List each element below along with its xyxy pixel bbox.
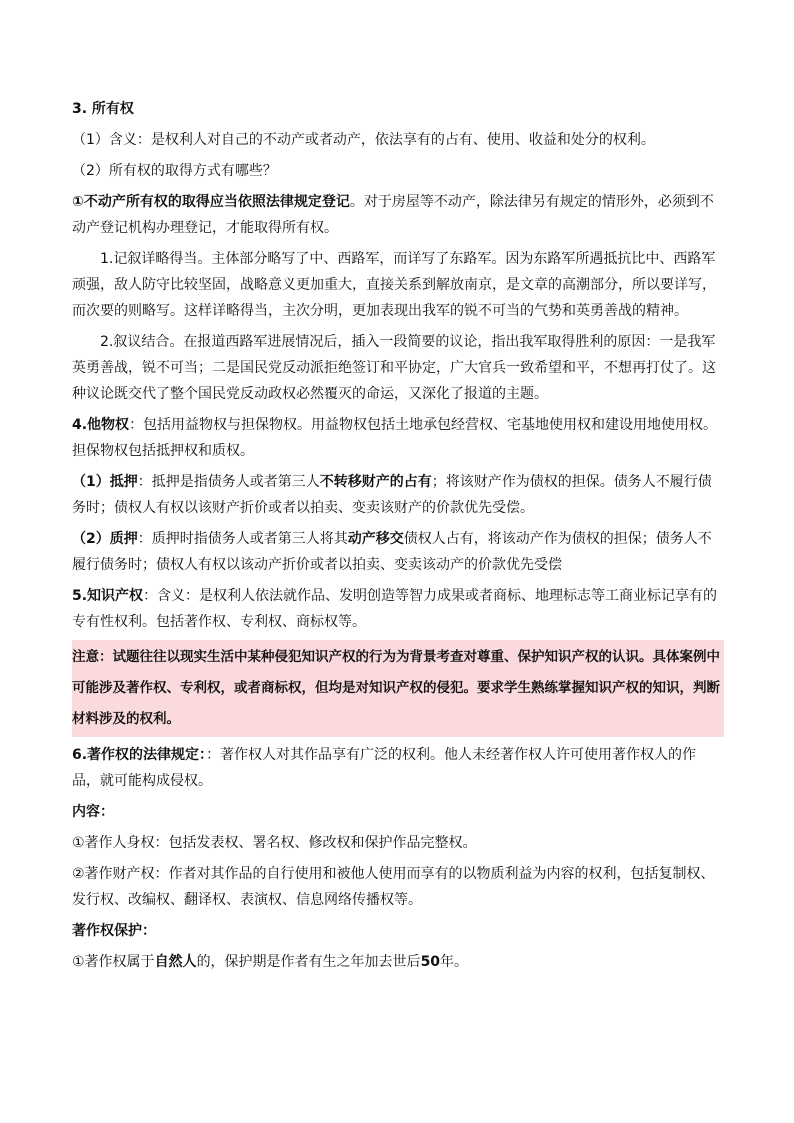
content-label: 内容： <box>72 804 114 820</box>
protection-text-a: ①著作权属于 <box>72 954 155 970</box>
mortgage-label: （1）抵押 <box>72 474 138 490</box>
ownership-item-1-bold: ①不动产所有权的取得应当依照法律规定登记 <box>72 194 350 210</box>
protection-bold-2: 50 <box>420 954 441 970</box>
document-body <box>72 96 724 980</box>
section-5-text: ：含义：是权利人依法就作品、发明创造等智力成果或者商标、地理标志等工商业标记享有的专有性权利。包括著作权、专利权、商标权等。 <box>72 588 718 630</box>
mortgage-paragraph <box>72 469 724 521</box>
mortgage-bold: 不转移财产的占有 <box>319 474 432 490</box>
mortgage-text-b: ；将该财产作为债权的担保。债务人不履行债务时；债权人有权以该财产折价或者以拍卖、变卖该财产的价款优先受偿。 <box>72 474 712 516</box>
protection-text-b: 的，保护期是作者有生之年加去世后 <box>196 954 421 970</box>
protection-bold-1: 自然人 <box>154 954 197 970</box>
pledge-text-b: 债权人占有，将该动产作为债权的担保；债务人不履行债务时；债权人有权以该动产折价或者以拍卖、变卖该动产的价款优先受偿 <box>72 531 712 573</box>
mortgage-text-a: ：抵押是指债务人或者第三人 <box>137 474 320 490</box>
section-6 <box>72 742 724 794</box>
section-4 <box>72 412 724 464</box>
section-6-text: ：著作权人对其作品享有广泛的权利。他人未经著作权人许可使用著作权人的作品，就可能构成侵权。 <box>72 747 697 789</box>
protection-text-c: 年。 <box>440 954 469 970</box>
protection-item-1 <box>72 949 724 975</box>
essay-paragraph-2: 2.叙议结合。在报道西路军进展情况后，插入一段简要的议论，指出我军取得胜利的原因：一是我军英勇善战，锐不可当；二是国民党反动派拒绝签订和平协定，广大官兵一致希望和平，不想再打仗了。这种议论既交代了整个国民党反动政权必然覆灭的命运，又深化了报道的主题。 <box>72 334 716 402</box>
section-4-text: ：包括用益物权与担保物权。用益物权包括土地承包经营权、宅基地使用权和建设用地使用权。担保物权包括抵押权和质权。 <box>72 417 718 459</box>
ownership-item-1-rest: 。对于房屋等不动产，除法律另有规定的情形外，必须到不动产登记机构办理登记，才能取得所有权。 <box>72 194 714 236</box>
section-4-title: 4.他物权 <box>72 417 130 433</box>
essay-paragraph-1: 1.记叙详略得当。主体部分略写了中、西路军，而详写了东路军。因为东路军所遇抵抗比中、西路军顽强，敌人防守比较坚固，战略意义更加重大，直接关系到解放南京，是文章的高潮部分，所以要详写，而次要的则略写。这样详略得当，主次分明，更加表现出我军的锐不可当的气势和英勇善战的精神。 <box>72 251 716 319</box>
copyright-item-1: ①著作人身权：包括发表权、署名权、修改权和保护作品完整权。 <box>72 835 477 851</box>
section-5-title: 5.知识产权 <box>72 588 144 604</box>
pledge-label: （2）质押 <box>72 531 138 547</box>
pledge-paragraph <box>72 526 724 578</box>
ownership-meaning: （1）含义：是权利人对自己的不动产或者动产，依法享有的占有、使用、收益和处分的权利。 <box>72 132 655 148</box>
copyright-item-2: ②著作财产权：作者对其作品的自行使用和被他人使用而享有的以物质利益为内容的权利，包括复制权、发行权、改编权、翻译权、表演权、信息网络传播权等。 <box>72 866 715 908</box>
ownership-question: （2）所有权的取得方式有哪些？ <box>72 163 277 179</box>
protection-label: 著作权保护： <box>72 923 156 939</box>
note-box: 注意：试题往往以现实生活中某种侵犯知识产权的行为为背景考查对尊重、保护知识产权的认识。具体案例中可能涉及著作权、专利权，或者商标权，但均是对知识产权的侵犯。要求学生熟练掌握知识产权的知识，判断材料涉及的权利。 <box>72 640 724 737</box>
section-5 <box>72 583 724 635</box>
ownership-item-1 <box>72 189 724 241</box>
section-3-title: 3. 所有权 <box>72 101 134 117</box>
pledge-bold: 动产移交 <box>347 531 404 547</box>
pledge-text-a: ：质押时指债务人或者第三人将其 <box>137 531 348 547</box>
section-6-title: 6.著作权的法律规定： <box>72 747 207 763</box>
